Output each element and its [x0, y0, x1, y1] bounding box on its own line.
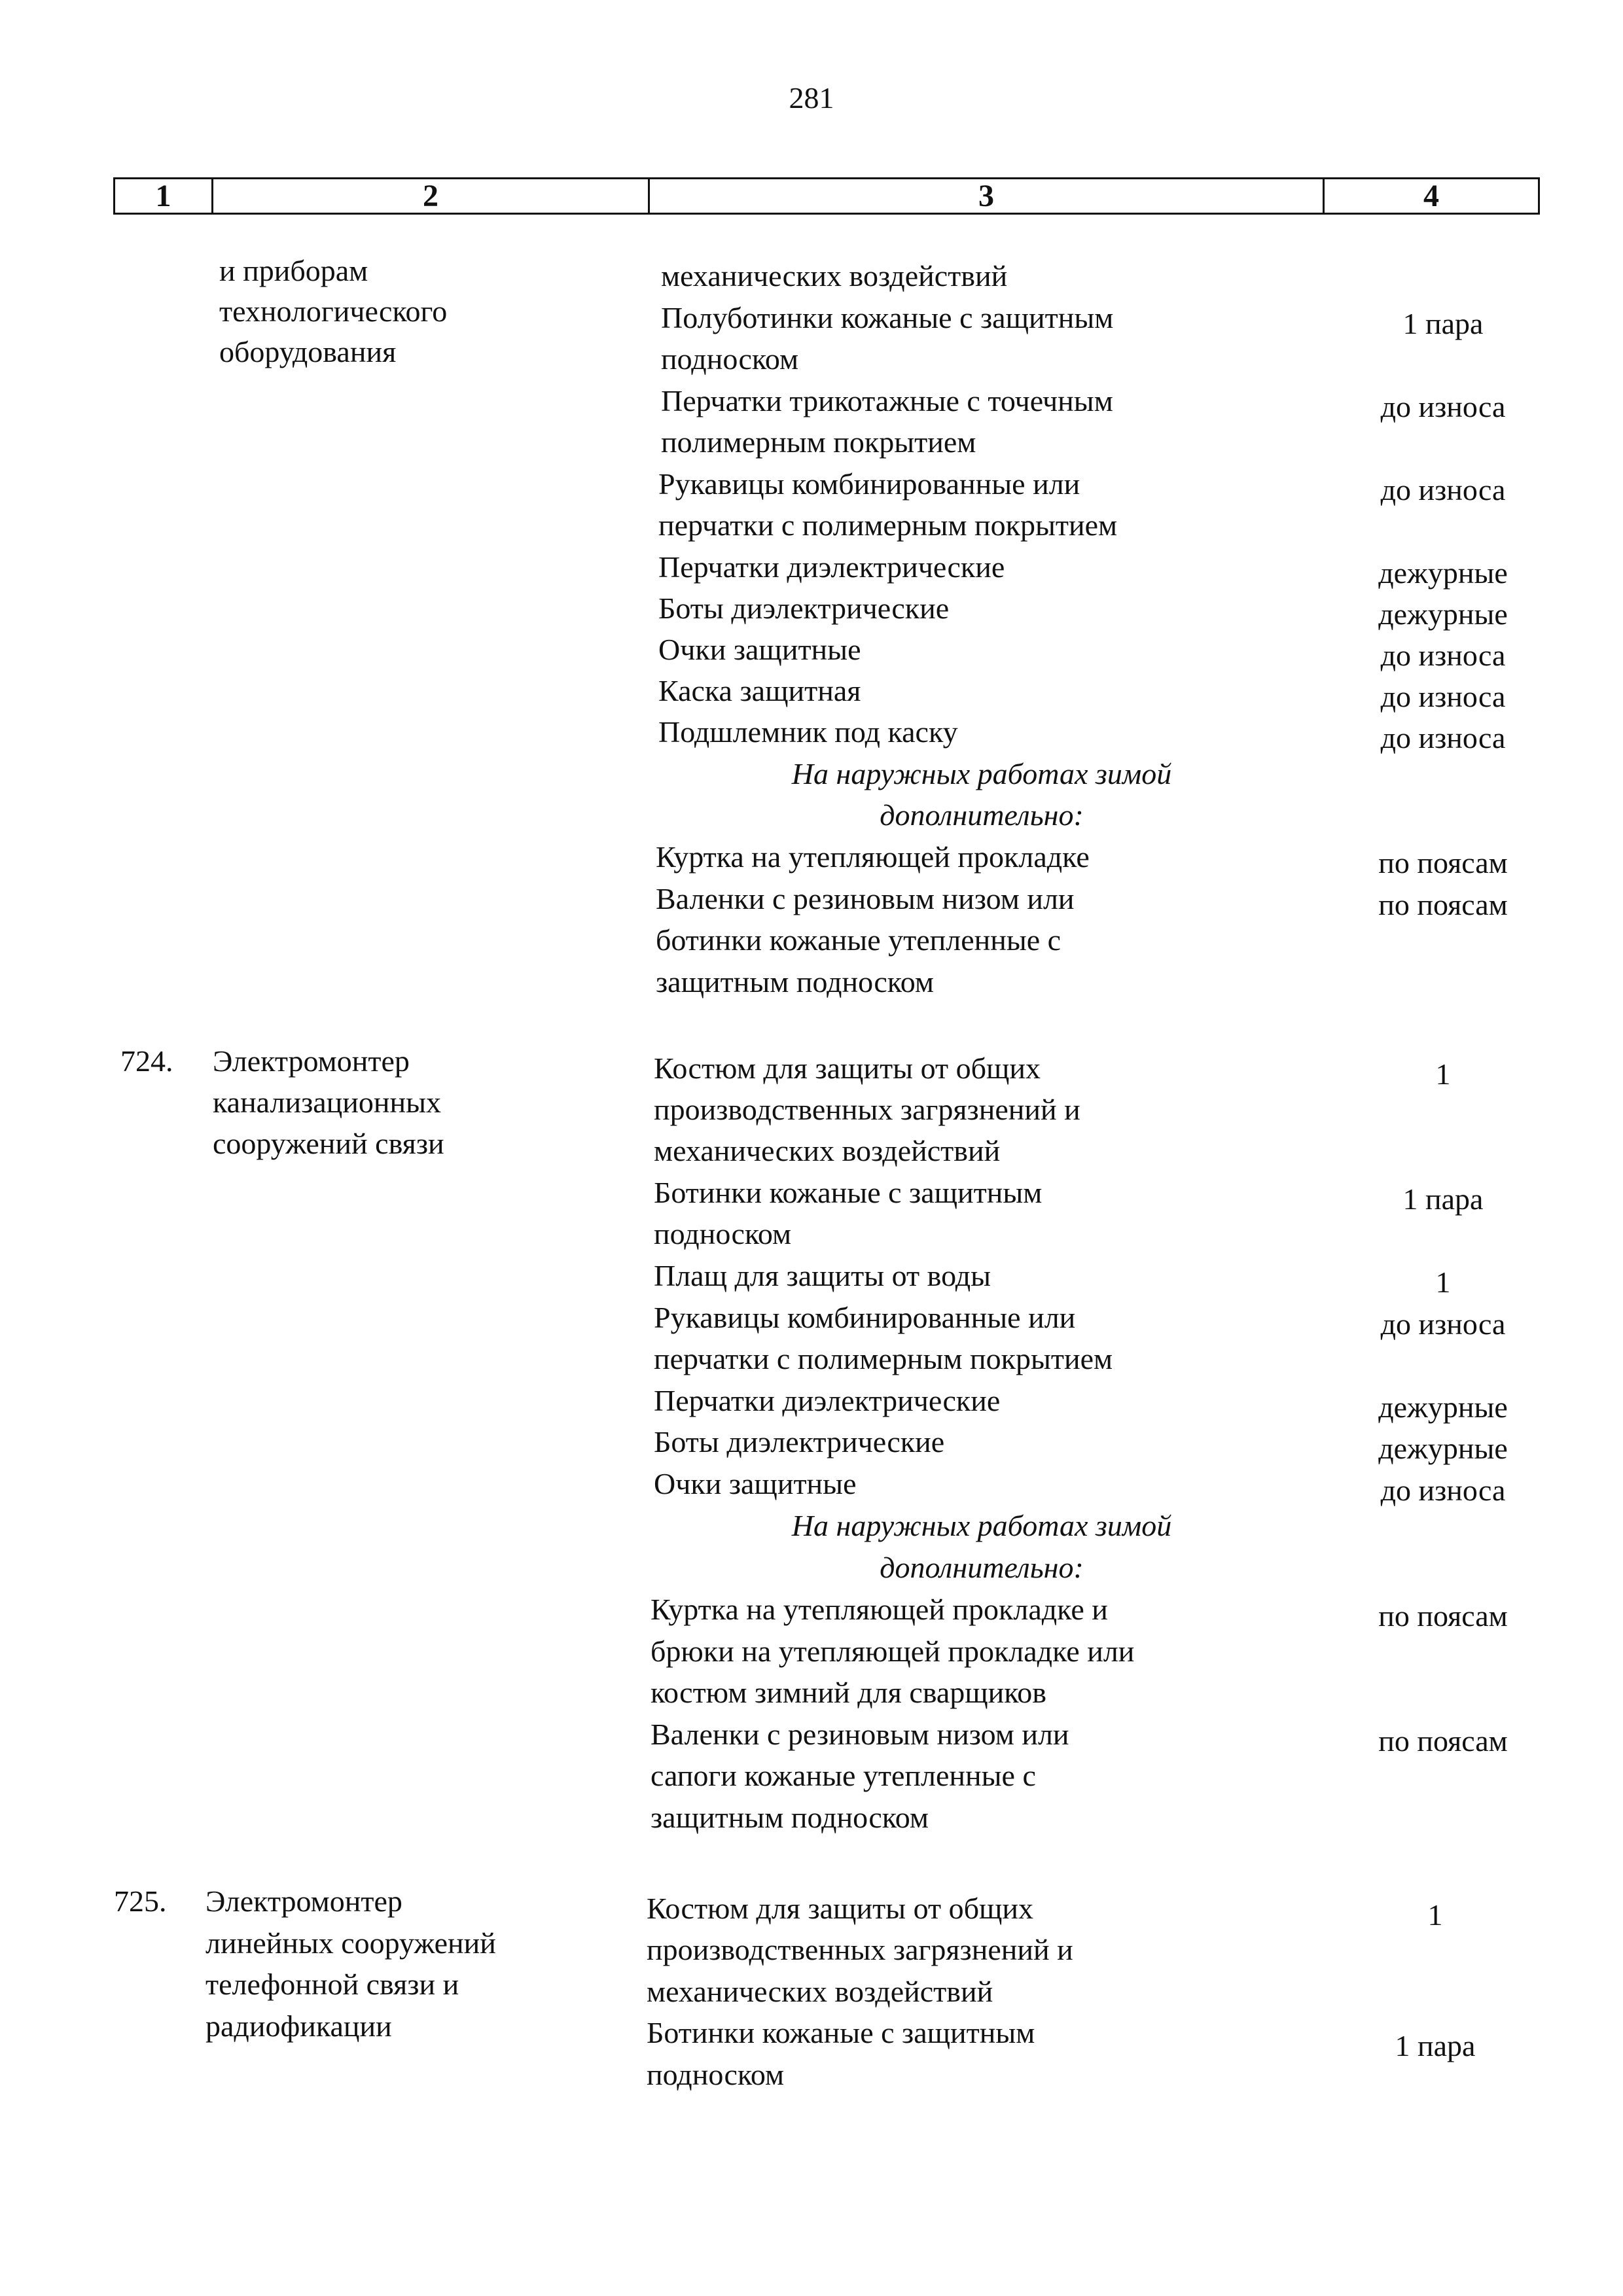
item-norm: по поясам — [1378, 1724, 1508, 1757]
item-line: Перчатки трикотажные с точечным — [661, 384, 1113, 417]
item-line: Перчатки диэлектрические — [654, 1384, 1001, 1417]
item-line: Рукавицы комбинированные или — [658, 467, 1080, 501]
profession-line: и приборам — [219, 254, 368, 287]
item-norm: до износа — [1380, 1474, 1506, 1507]
item-norm: дежурные — [1378, 556, 1508, 590]
item-line: защитным подноском — [656, 965, 934, 998]
header-col-3: 3 — [648, 179, 1323, 213]
page-number: 281 — [789, 81, 834, 115]
item-norm: дежурные — [1378, 597, 1508, 631]
item-line: Валенки с резиновым низом или — [656, 882, 1075, 915]
item-line: Подшлемник под каску — [658, 715, 958, 749]
winter-note: дополнительно: — [880, 798, 1084, 832]
header-col-4: 4 — [1323, 179, 1538, 213]
item-line: Очки защитные — [654, 1467, 857, 1500]
profession-line: сооружений связи — [213, 1127, 444, 1160]
item-line: механических воздействий — [654, 1134, 1001, 1167]
entry-number: 724. — [120, 1044, 173, 1078]
profession-line: Электромонтер — [213, 1044, 410, 1078]
item-line: перчатки с полимерным покрытием — [658, 508, 1118, 542]
item-line: Костюм для защиты от общих — [654, 1051, 1041, 1085]
item-norm: 1 пара — [1402, 1182, 1484, 1216]
item-norm: по поясам — [1378, 1599, 1508, 1633]
item-line: подноском — [654, 1217, 792, 1250]
item-norm: 1 — [1435, 1265, 1451, 1299]
item-line: Ботинки кожаные с защитным — [647, 2016, 1035, 2049]
item-line: брюки на утепляющей прокладке или — [651, 1634, 1135, 1668]
item-line: Куртка на утепляющей прокладке и — [651, 1593, 1108, 1626]
item-norm: 1 пара — [1395, 2029, 1476, 2062]
profession-line: телефонной связи и — [205, 1968, 459, 2001]
item-line: подноском — [647, 2058, 785, 2091]
item-line: механических воздействий — [661, 259, 1008, 292]
profession-line: оборудования — [219, 335, 397, 368]
profession-line: радиофикации — [205, 2009, 392, 2043]
item-norm: до износа — [1380, 473, 1506, 506]
profession-line: Электромонтер — [205, 1884, 402, 1918]
item-norm: 1 — [1427, 1898, 1443, 1932]
item-line: производственных загрязнений и — [654, 1093, 1080, 1126]
item-line: производственных загрязнений и — [647, 1933, 1073, 1966]
item-line: Боты диэлектрические — [658, 592, 950, 625]
item-line: полимерным покрытием — [661, 425, 976, 459]
item-line: Ботинки кожаные с защитным — [654, 1176, 1043, 1209]
item-norm: до износа — [1380, 390, 1506, 423]
item-line: перчатки с полимерным покрытием — [654, 1342, 1113, 1375]
item-norm: до износа — [1380, 639, 1506, 672]
item-norm: до износа — [1380, 721, 1506, 754]
table-header — [113, 177, 1540, 215]
item-norm: дежурные — [1378, 1432, 1508, 1465]
item-line: подноском — [661, 342, 799, 376]
item-line: костюм зимний для сварщиков — [651, 1676, 1047, 1709]
item-line: механических воздействий — [647, 1975, 993, 2008]
winter-note: На наружных работах зимой — [791, 1509, 1172, 1542]
profession-line: технологического — [219, 294, 448, 328]
item-line: Очки защитные — [658, 633, 861, 666]
item-line: Костюм для защиты от общих — [647, 1892, 1034, 1925]
item-norm: до износа — [1380, 1307, 1506, 1341]
item-line: Перчатки диэлектрические — [658, 550, 1005, 584]
item-norm: по поясам — [1378, 888, 1508, 921]
profession-line: канализационных — [213, 1086, 442, 1119]
item-line: ботинки кожаные утепленные с — [656, 923, 1061, 957]
item-line: сапоги кожаные утепленные с — [651, 1759, 1036, 1792]
item-norm: 1 — [1435, 1057, 1451, 1091]
winter-note: На наружных работах зимой — [791, 757, 1172, 790]
winter-note: дополнительно: — [880, 1551, 1084, 1584]
item-line: Полуботинки кожаные с защитным — [661, 301, 1114, 334]
entry-number: 725. — [114, 1884, 167, 1918]
item-line: защитным подноском — [651, 1801, 929, 1834]
item-line: Валенки с резиновым низом или — [651, 1718, 1069, 1751]
item-line: Куртка на утепляющей прокладке — [656, 840, 1090, 874]
header-col-1: 1 — [155, 179, 171, 213]
item-line: Боты диэлектрические — [654, 1425, 945, 1458]
item-norm: 1 пара — [1402, 307, 1484, 340]
item-norm: до износа — [1380, 680, 1506, 713]
item-line: Рукавицы комбинированные или — [654, 1301, 1076, 1334]
item-line: Каска защитная — [658, 674, 861, 707]
profession-line: линейных сооружений — [205, 1926, 496, 1960]
item-line: Плащ для защиты от воды — [654, 1259, 991, 1292]
item-norm: по поясам — [1378, 846, 1508, 879]
item-norm: дежурные — [1378, 1390, 1508, 1424]
header-col-2: 2 — [211, 179, 648, 213]
